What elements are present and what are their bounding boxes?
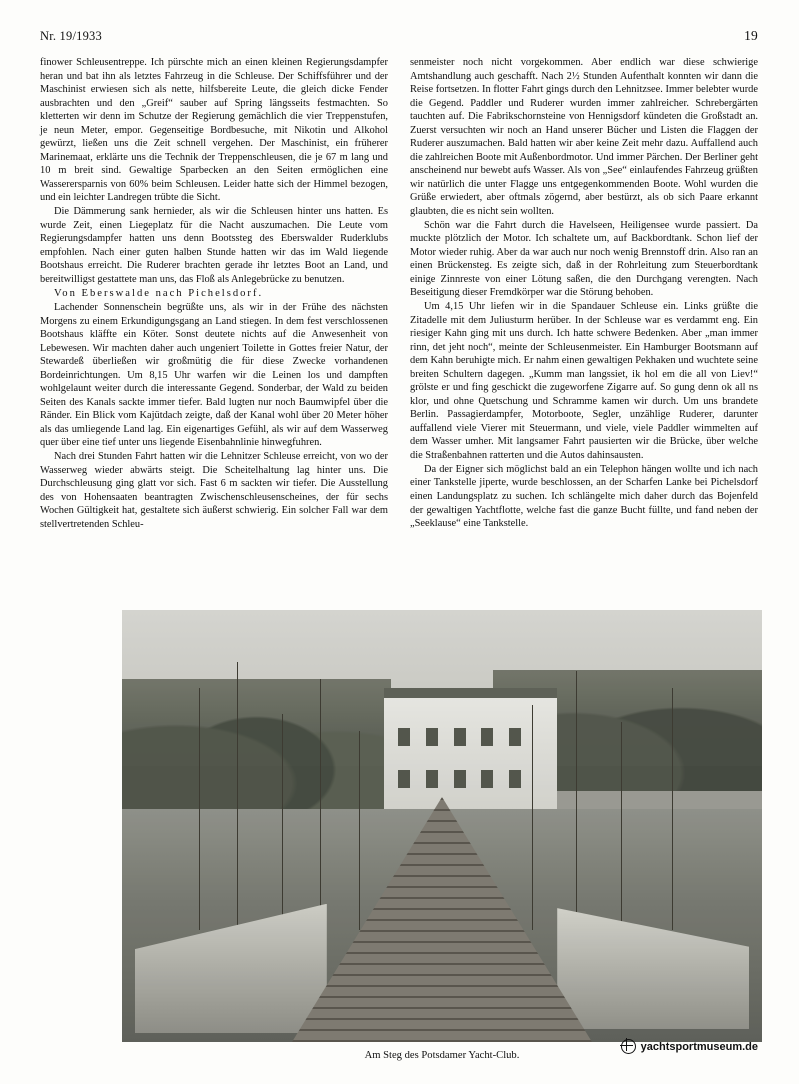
figure — [122, 610, 762, 1065]
watermark-label: yachtsportmuseum.de — [640, 1040, 758, 1053]
photo-mast — [199, 688, 200, 930]
globe-icon — [621, 1039, 636, 1054]
photo-mast — [282, 714, 283, 930]
photo-mast — [621, 722, 622, 929]
paragraph: Lachender Sonnenschein begrüßte uns, als wir in der Frühe des nächsten Morgens zu einem Erkundigungsgang an Land stiegen. In dem fest verschlossenen Bootshaus kläffte ein Köter. Sonst deutete nichts auf die Anwesenheit von Lebewesen. Wir machten daher auch ungeniert Toilette in Gottes freier Natur, der Stewardeß überließen wir großmütig die für diese Zwecke vorhandenen Bordeinrichtungen. Um 8,15 Uhr warfen wir die Leinen los und dampften wohlgelaunt weiter durch die interessante Gegend. Sonderbar, der Wald zu beiden Seiten des Kanals sackte immer tiefer. Bald lugten nur noch Baumwipfel über die Ränder. Ein Blick vom Kajütdach zeigte, daß der Kanal wohl über 20 Meter höher als das umliegende Land lag. Ein eigenartiges Gefühl, als wir auf dem Wasserweg quer über eine tief unter uns liegende Eisenbahnlinie hinwegfuhren. — [40, 302, 388, 449]
page-header — [40, 28, 758, 44]
paragraph: Da der Eigner sich möglichst bald an ein Telephon hängen wollte und ich nach einer Tankstelle jiperte, wurde beschlossen, an der Scharfen Lanke bei Pichelsdorf einen Landungsplatz zu suchen. Ich schlängelte mich daher durch das Bojenfeld der gewaltigen Yachtflotte, welche fast die ganze Bucht füllte, und fand neben der „Seeklause“ eine Tankstelle. — [410, 463, 758, 530]
column-left — [40, 56, 388, 532]
issue-number: Nr. 19/1933 — [40, 29, 102, 43]
paragraph: Die Dämmerung sank hernieder, als wir die Schleusen hinter uns hatten. Es wurde Zeit, einen Liegeplatz für die Nacht auszumachen. Die Leute vom Regierungsdampfer hatten uns denn Bootssteg des Eberswalder Ruderklubs empfohlen. Nach einer guten halben Stunde hatten wir das im Wald liegende Bootshaus erreicht. Die Ruderer brachten gerade ihr letztes Boot an Land, und bereitwilligst gestattete man uns, das Floß als Anlegebrücke zu benutzen. — [40, 206, 388, 285]
photo-harbour-pier — [122, 610, 762, 1042]
paragraph: Nach drei Stunden Fahrt hatten wir die Lehnitzer Schleuse erreicht, von wo der Wasserweg wieder abwärts steigt. Die Scheitelhaltung lag hinter uns. Die Durchschleusung ging glatt vor sich. Fast 6 m sackten wir tiefer. Die Ausstellung des von Hohensaaten beantragten Zwischenschleusenscheines, der für sechs Wochen Gültigkeit hat, gestaltete sich äußerst schwierig. Ein solcher Fall war dem stellvertretenden Schleu- — [40, 451, 388, 530]
photo-mast — [237, 662, 238, 930]
figure-caption: Am Steg des Potsdamer Yacht-Club. — [364, 1050, 520, 1061]
watermark — [621, 1039, 758, 1054]
photo-treeline-left — [122, 679, 391, 809]
section-heading: Von Eberswalde nach Pichelsdorf. — [54, 287, 264, 299]
paragraph: Um 4,15 Uhr liefen wir in die Spandauer Schleuse ein. Links grüßte die Zitadelle mit dem Juliusturm herüber. In der Schleuse war es verdammt eng. Ein riesiger Kahn ging mit uns durch. Ich hatte schwere Bedenken. Aber „man immer rinn, det jeht noch“, meinte der Schleusenmeister. Ein Hamburger Bootsmann auf dem Kahn beruhigte mich. Er nahm einen gewaltigen Pekhaken und wuchtete seine breiten Schultern dagegen. „Kumm man langssiet, ik hol em die all von Liev!“ grölste er und fing geschickt die zugeworfene Zigarre auf. So gung denn ok all ns klor, und ohne Quetschung und Schramme kamen wir durch. Um uns brandete Berlin. Passagierdampfer, Motorboote, Segler, unzählige Ruderer, darunter auffallend viele Vierer mit Steuermann, und viele, viele Paddler wimmelten auf dem Wasser umher. Mit langsamer Fahrt pausierten wir die Brücke, über welche die Straßenbahnen ratterten und die Autos dahinsausten. — [410, 301, 758, 461]
page-content — [40, 28, 758, 1061]
column-right — [410, 56, 758, 532]
photo-mast — [672, 688, 673, 930]
paragraph: Schön war die Fahrt durch die Havelseen, Heiligensee wurde passiert. Da muckte plötzlich der Motor. Ich schaltete um, auf Backbordtank. Schon lief der Motor wieder ruhig. Aber da war auch nur noch wenig Brennstoff drin. Also ran an einen Brückensteg. Es zeigte sich, daß in der Rohrleitung zum Steuerbordtank einige Zinnreste von einer Lötung saßen, die den Durchgang verengten. Nach Beseitigung dieser Fremdkörper war die Störung behoben. — [410, 219, 758, 299]
paragraph: senmeister noch nicht vorgekommen. Aber endlich war diese schwierige Amtshandlung auch geschafft. Nach 2½ Stunden Aufenthalt konnten wir dann die Reise fortsetzen. In flotter Fahrt gings durch den Lehnitzsee. Immer belebter wurde die Gegend. Paddler und Ruderer wurden immer zahlreicher. Schrebergärten tauchten auf. Die Fabrikschornsteine von Hennigsdorf kündeten die Großstadt an. Zuerst versuchten wir noch an Hand unserer Bücher und Listen die Flaggen der Ruderer auszumachen. Bald hatten wir aber keine Zeit mehr dazu. Auffallend auch die zahlreichen Boote mit Außenbordmotor. Und immer Pärchen. Der Berliner geht anscheinend nur bewebt aufs Wasser. Als von „See“ einlaufendes Fahrzeug grüßten wir natürlich die unter Flagge uns entgegenkommenden Boote. Wohl wurden die Grüße erwiedert, aber oftmals zögernd, aber bestürzt, als ob sich Paare erkannt glaubten, die es nicht sein wollten. — [410, 57, 758, 217]
page-number: 19 — [744, 28, 758, 43]
text-columns — [40, 56, 758, 532]
paragraph: finower Schleusentreppe. Ich pürschte mich an einen kleinen Regierungsdampfer heran und bat ihn als letztes Fahrzeug in die Schleuse. Der Schiffsführer und der Maschinist erwiesen sich als nette, hilfsbereite Leute, die gleich dicke Fender ausbrachten und den „Greif“ sauber auf Spring längsseits festmachten. So kletterten wir denn im Schutze der Regierung gemächlich die vier Treppenstufen, je neun Meter, empor. Gegenseitige Bordbesuche, mit Nikotin und Alkohol gewürzt, ließen uns die Zeit schnell vergehen. Der Maschinist, ein früherer Marinemaat, erklärte uns die Technik der Treppenschleusen, die je 67 m lang und 10 m breit sind. Gewaltige Sparbecken an den Seiten ermöglichen eine Wasserersparnis von 60% beim Schleusen. Leider hatte sich der Himmel bezogen, und ein leichter Landregen trübte die Sicht. — [40, 57, 388, 204]
